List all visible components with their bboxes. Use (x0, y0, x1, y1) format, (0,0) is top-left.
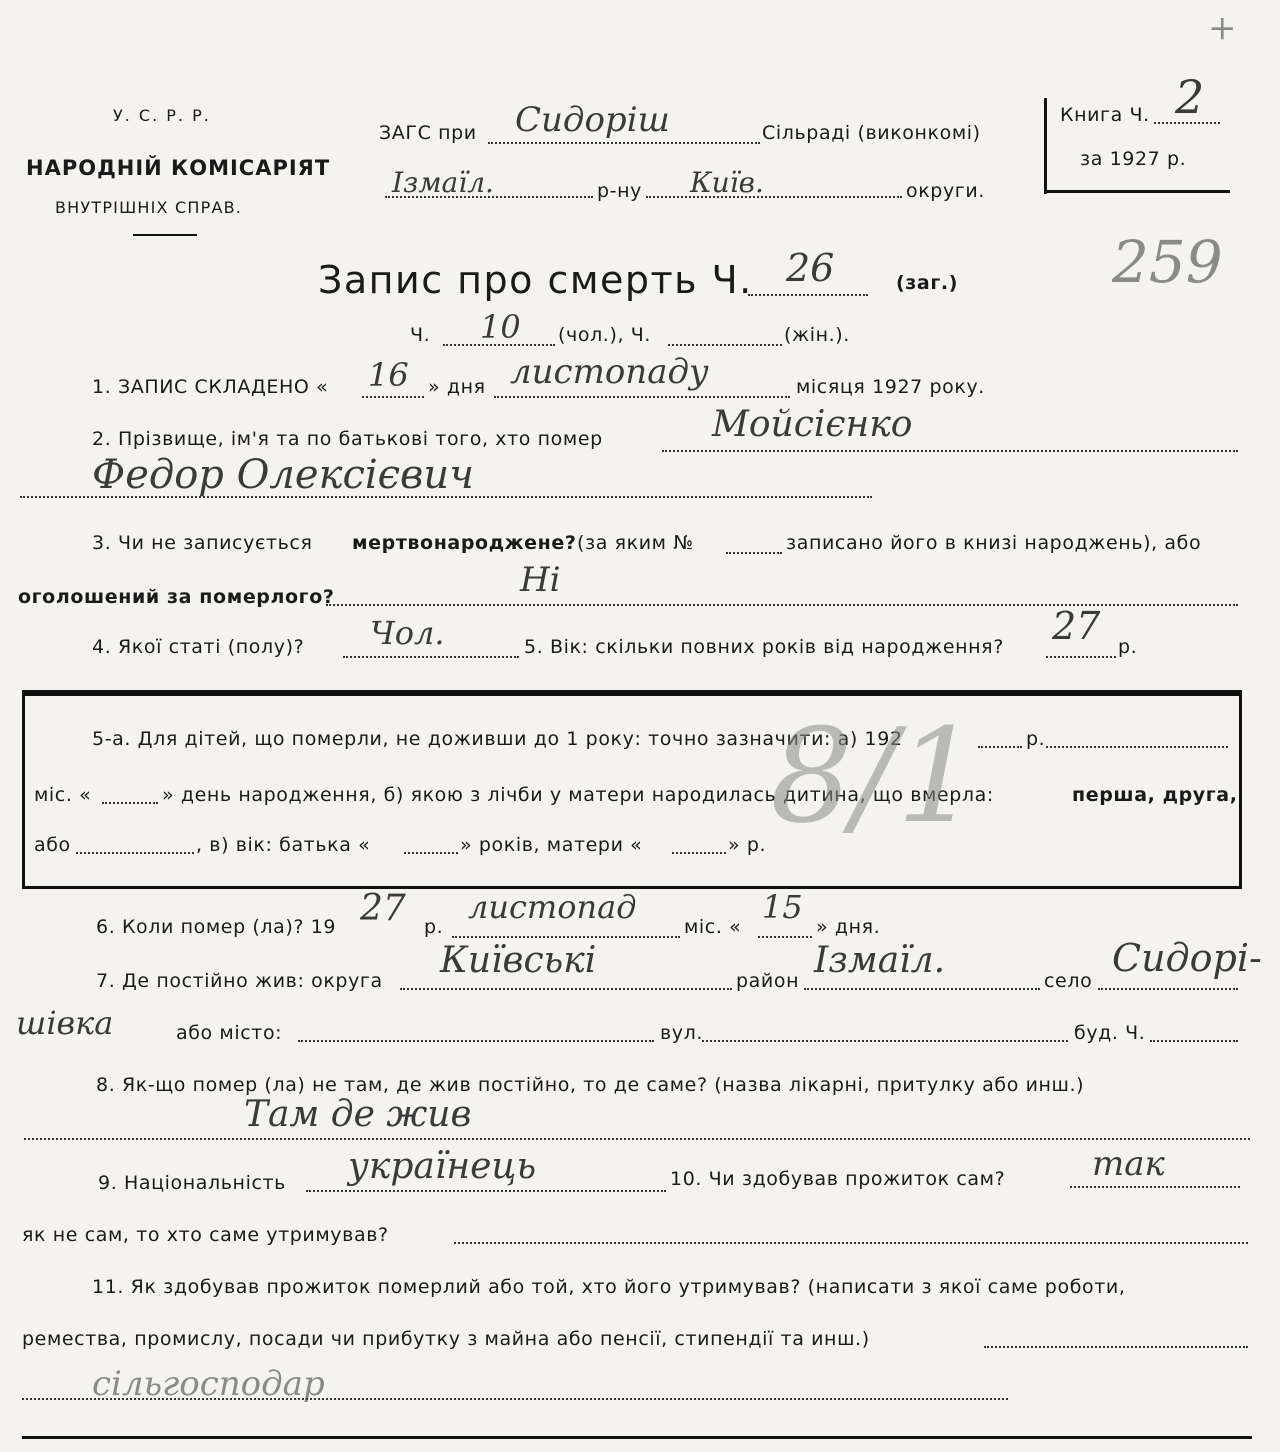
box-month-line (102, 802, 158, 804)
f3-bold: мертвонароджене? (352, 532, 577, 554)
header-divider (133, 234, 197, 236)
zags-selrada-line (488, 142, 760, 144)
zags-prefix: ЗАГС при (379, 122, 477, 144)
header-ussr: У. С. Р. Р. (113, 106, 211, 125)
f5-unit: р. (1118, 636, 1138, 658)
f6-mis: міс. « (684, 916, 742, 938)
rayon-label: р-ну (597, 180, 642, 202)
f3-answer-line (326, 604, 1238, 606)
box-line1: 5-а. Для дітей, що померли, не доживши до 1 року: точно зазначити: а) 192 (92, 728, 903, 750)
box-line2-bold: перша, друга, (1072, 784, 1238, 806)
chol-num-hw: 10 (480, 308, 521, 346)
f11-line2-dots (984, 1346, 1248, 1348)
f3-rest: (за яким № (577, 532, 694, 554)
record-num-line (748, 294, 868, 296)
f6-day-hw: 15 (762, 888, 803, 926)
corner-mark: + (1208, 8, 1237, 48)
bottom-rule (22, 1436, 1252, 1439)
f7-rayon-hw: Ізмаїл. (814, 940, 946, 981)
f7-rayon-label: район (736, 970, 800, 992)
header-commissariat: НАРОДНІЙ КОМІСАРІЯТ (26, 156, 331, 180)
book-num-hw: 2 (1175, 70, 1205, 124)
f10-line2: як не сам, то хто саме утримував? (22, 1224, 389, 1246)
f7-selo-line (1098, 988, 1238, 990)
f2-surname-hw: Мойсієнко (712, 404, 913, 445)
box-line3a: або (34, 834, 71, 856)
f3-label: 3. Чи не записується (92, 532, 313, 554)
box-line3b: , в) вік: батька « (196, 834, 371, 856)
f6-label: 6. Коли помер (ла)? 19 (96, 916, 337, 938)
f6-year-hw: 27 (360, 888, 406, 929)
f11-answer-line (22, 1398, 1008, 1400)
f9-label: 9. Національність (98, 1172, 286, 1194)
f1-month-hw: листопаду (510, 352, 709, 392)
f3-rest2: записано його в книзі народжень), або (786, 532, 1202, 554)
f3-line2: оголошений за померлого? (18, 586, 335, 608)
f7-vul-line (702, 1040, 1068, 1042)
f7-selo-hw: Сидорі- (1112, 936, 1262, 980)
f7-label: 7. Де постійно жив: округа (96, 970, 383, 992)
box-year-line (978, 746, 1022, 748)
chol-label: (чол.), Ч. (558, 324, 652, 346)
f4-label: 4. Якої статі (полу)? (92, 636, 305, 658)
f7-selo-label: село (1044, 970, 1093, 992)
f6-r: р. (424, 916, 444, 938)
f10-label: 10. Чи здобував прожиток сам? (670, 1168, 1006, 1190)
f7-vul-label: вул. (660, 1022, 704, 1044)
box-line3c: » років, матери « (460, 834, 643, 856)
f2-label: 2. Прізвище, ім'я та по батькові того, хто помер (92, 428, 603, 450)
record-zag: (заг.) (896, 272, 958, 294)
box-line2b: » день народження, б) якою з лічби у матери народилась дитина, що вмерла: (162, 784, 994, 806)
rayon-hw: Ізмаїл. (392, 166, 494, 199)
f4-sex-hw: Чол. (370, 614, 445, 652)
f1-month-line (494, 396, 790, 398)
box-mother-line (672, 852, 726, 854)
box-line1-end: р. (1026, 728, 1046, 750)
f1-end: місяця 1927 року. (796, 376, 985, 398)
f7-rayon-line (804, 988, 1040, 990)
f5-age-line (1046, 656, 1116, 658)
f1-mid: » дня (428, 376, 486, 398)
f6-month-line (452, 936, 680, 938)
f9-answer-hw: українець (348, 1146, 537, 1187)
f1-day-line (362, 396, 424, 398)
f11-label: 11. Як здобував прожиток померлий або той, хто його утримував? (написати з якої саме роботи, (92, 1276, 1126, 1298)
f4-sex-line (343, 656, 519, 658)
f2-surname-line (662, 450, 1238, 452)
corner-number: 259 (1112, 228, 1223, 296)
book-box-bottom-rule (1044, 190, 1230, 193)
zags-suffix: Сільраді (виконкомі) (762, 122, 981, 144)
box-line2a: міс. « (34, 784, 92, 806)
record-num-hw: 26 (786, 246, 835, 290)
box-pencil-note: 8/1 (770, 700, 980, 852)
okrug-label: округи. (906, 180, 985, 202)
f7-misto-label: або місто: (176, 1022, 283, 1044)
f11-answer-hw: сільгосподар (92, 1364, 325, 1404)
okrug-line (646, 196, 902, 198)
okrug-hw: Київ. (690, 166, 764, 199)
f9-answer-line (306, 1190, 666, 1192)
f5-label: 5. Вік: скільки повних років від народження? (524, 636, 1004, 658)
f10-line2-dots (454, 1242, 1248, 1244)
f3-num-line (726, 552, 782, 554)
f2-name-hw: Федор Олексієвич (92, 452, 474, 498)
record-title: Запис про смерть Ч. (318, 258, 753, 302)
f5-age-hw: 27 (1052, 604, 1101, 648)
f6-month-hw: листопад (468, 888, 637, 926)
f7-okrug-hw: Київські (440, 940, 597, 981)
f8-answer-line (24, 1138, 1250, 1140)
f7-okrug-line (400, 988, 732, 990)
f10-answer-hw: так (1092, 1144, 1165, 1184)
f7-misto-line (298, 1040, 654, 1042)
f3-answer-hw: Ні (520, 560, 561, 600)
chol-ch-label: Ч. (410, 324, 431, 346)
f11-line2: ремества, промислу, посади чи прибутку з майна або пенсії, стипендії та инш.) (22, 1328, 870, 1350)
f7-bud-line (1150, 1040, 1238, 1042)
book-label: Книга Ч. (1060, 104, 1150, 126)
book-box-left-rule (1044, 98, 1047, 194)
box-line1-tail (1046, 746, 1228, 748)
box-line3d: » р. (728, 834, 767, 856)
f6-dnya: » дня. (816, 916, 881, 938)
box-other-line (76, 852, 194, 854)
f1-day-hw: 16 (368, 356, 409, 394)
header-dept: ВНУТРІШНІХ СПРАВ. (55, 198, 243, 217)
book-year: за 1927 р. (1080, 148, 1187, 170)
f7-selo2-hw: шівка (16, 1004, 114, 1042)
zhin-label: (жін.). (784, 324, 850, 346)
box-father-line (404, 852, 458, 854)
zhin-num-line (668, 344, 782, 346)
f10-answer-line (1070, 1186, 1240, 1188)
zags-selrada-hw: Сидоріш (515, 100, 670, 140)
f8-answer-hw: Там де жив (244, 1094, 472, 1135)
f6-day-line (758, 936, 812, 938)
f8-label: 8. Як-що помер (ла) не там, де жив постійно, то де саме? (назва лікарні, притулку або инш.) (96, 1074, 1085, 1096)
f7-bud-label: буд. Ч. (1074, 1022, 1146, 1044)
f1-label: 1. ЗАПИС СКЛАДЕНО « (92, 376, 329, 398)
